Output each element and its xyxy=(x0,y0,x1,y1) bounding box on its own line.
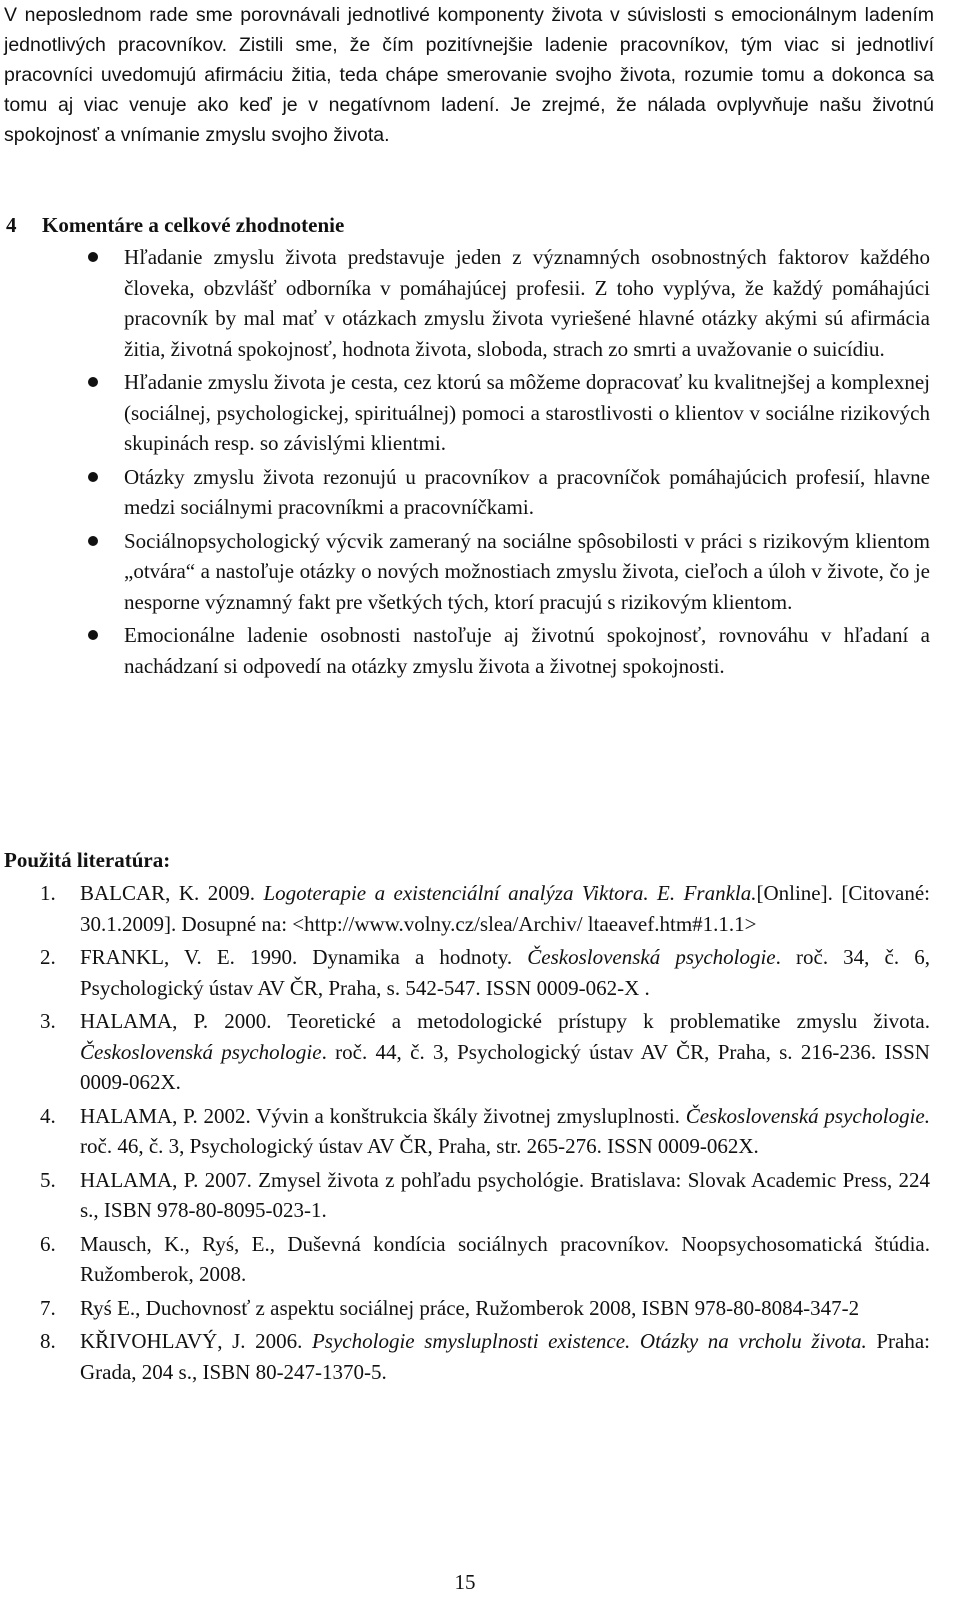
conclusion-text: Hľadanie zmyslu života predstavuje jeden z významných osobnostných faktorov každého človeka, obzvlášť odborníka v pomáhajúcej profesii. Z toho vyplýva, že každý pomáhajúci pracovník by mal mať v otázkach zmyslu života vyriešené hlavné otázky akými sú afirmácia žitia, životná spokojnosť, hodnota života, sloboda, strach zo smrti a uvažovanie o suicídiu. xyxy=(124,245,930,361)
bullet-icon xyxy=(88,472,98,482)
reference-item xyxy=(0,1101,930,1162)
reference-title: Logoterapie a existenciální analýza Viktora. E. Frankla. xyxy=(263,881,757,905)
reference-item xyxy=(0,942,930,1003)
reference-details: Praha: Grada, 204 s., ISBN 80-247-1370-5. xyxy=(80,1329,931,1384)
reference-text: HALAMA, P. 2002. Vývin a konštrukcia škály životnej zmysluplnosti. xyxy=(80,1103,686,1128)
reference-details: roč. 46, č. 3, Psychologický ústav AV ČR, Praha, str. 265-276. ISSN 0009-062X. xyxy=(80,1134,759,1158)
reference-item xyxy=(0,1006,930,1098)
conclusion-item xyxy=(0,242,930,364)
conclusion-list xyxy=(0,242,930,684)
conclusion-item xyxy=(0,620,930,681)
reference-details: . roč. 34, č. 6, Psychologický ústav AV ČR, Praha, s. 542-547. ISSN 0009-062-X . xyxy=(80,945,930,1000)
reference-item xyxy=(0,1326,930,1387)
section-heading xyxy=(6,210,344,240)
reference-text: Mausch, K., Ryś, E., Duševná kondícia sociálnych pracovníkov. Noopsychosomatická štúdia. Ružomberok, 2008. xyxy=(80,1231,930,1286)
reference-text: HALAMA, P. 2007. Zmysel života z pohľadu psychológie. Bratislava: Slovak Academic Press, 224 s., ISBN 978-80-8095-023-1. xyxy=(80,1167,930,1222)
reference-number: 3. xyxy=(40,1009,56,1033)
conclusion-text: Hľadanie zmyslu života je cesta, cez ktorú sa môžeme dopracovať ku kvalitnejšej a komplexnej (sociálnej, psychologickej, spirituálnej) pomoci a starostlivosti o klientov v sociálne rizikových skupinách resp. so závislými klientmi. xyxy=(124,370,930,455)
reference-number: 7. xyxy=(40,1295,56,1320)
bullet-icon xyxy=(88,252,98,262)
reference-title: Psychologie smysluplnosti existence. Otázky na vrcholu života. xyxy=(311,1329,867,1353)
reference-item xyxy=(0,1293,930,1324)
reference-item xyxy=(0,878,930,939)
bullet-icon xyxy=(88,377,98,387)
bullet-icon xyxy=(88,536,98,546)
reference-text: BALCAR, K. 2009. xyxy=(80,881,264,905)
reference-number: 1. xyxy=(40,881,56,905)
reference-number: 2. xyxy=(40,945,56,969)
references-list xyxy=(0,878,930,1390)
conclusion-text: Emocionálne ladenie osobnosti nastoľuje aj životnú spokojnosť, rovnováhu v hľadaní a nachádzaní si odpovedí na otázky zmyslu života a životnej spokojnosti. xyxy=(124,623,930,678)
reference-number: 4. xyxy=(40,1103,56,1128)
reference-text: FRANKL, V. E. 1990. Dynamika a hodnoty. xyxy=(80,945,528,969)
conclusion-item xyxy=(0,526,930,618)
conclusion-text: Sociálnopsychologický výcvik zameraný na sociálne spôsobilosti v práci s rizikovým klientom „otvára“ a nastoľuje otázky o nových možnostiach zmyslu života, cieľoch a úloh v živote, čo je nesporne významný fakt pre všetkých tých, ktorí pracujú s rizikovým klientom. xyxy=(124,528,930,614)
reference-text: HALAMA, P. 2000. Teoretické a metodologické prístupy k problematike zmyslu života. xyxy=(80,1009,930,1033)
reference-item xyxy=(0,1229,930,1290)
reference-text: KŘIVOHLAVÝ, J. 2006. xyxy=(80,1329,312,1353)
page-number: 15 xyxy=(454,1570,476,1594)
section-number: 4 xyxy=(6,213,17,237)
conclusion-text: Otázky zmyslu života rezonujú u pracovníkov a pracovníčok pomáhajúcich profesií, hlavne medzi sociálnymi pracovníkmi a pracovníčkami. xyxy=(124,464,930,519)
references-heading: Použitá literatúra: xyxy=(4,848,171,872)
conclusion-item xyxy=(0,367,930,459)
reference-title: Československá psychologie xyxy=(80,1039,322,1064)
section-title: Komentáre a celkové zhodnotenie xyxy=(42,213,345,237)
reference-title: Československá psychologie. xyxy=(685,1103,930,1128)
bullet-icon xyxy=(88,630,98,640)
reference-text: Ryś E., Duchovnosť z aspektu sociálnej práce, Ružomberok 2008, ISBN 978-80-8084-347-2 xyxy=(80,1295,860,1320)
reference-item xyxy=(0,1165,930,1226)
reference-number: 5. xyxy=(40,1167,56,1192)
reference-details: . roč. 44, č. 3, Psychologický ústav AV ČR, Praha, s. 216-236. ISSN 0009-062X. xyxy=(80,1039,930,1094)
reference-details: [Online]. [Citované: 30.1.2009]. Dosupné na: <http://www.volny.cz/slea/Archiv/ ltaeavef.htm#1.1.1> xyxy=(80,881,930,936)
conclusion-item xyxy=(0,462,930,523)
reference-number: 6. xyxy=(40,1231,56,1256)
intro-paragraph: V neposlednom rade sme porovnávali jednotlivé komponenty života v súvislosti s emocionálnym ladením jednotlivých pracovníkov. Zistili sme, že čím pozitívnejšie ladenie pracovníkov, tým viac si jednotliví pracovníci uvedomujú afirmáciu žitia, teda chápe smerovanie svojho života, rozumie tomu a dokonca sa tomu aj viac venuje ako keď je v negatívnom ladení. Je zrejmé, že nálada ovplyvňuje našu životnú spokojnosť a vnímanie zmyslu svojho života. xyxy=(4,4,934,146)
reference-title: Československá psychologie xyxy=(527,945,776,969)
reference-number: 8. xyxy=(40,1329,56,1353)
